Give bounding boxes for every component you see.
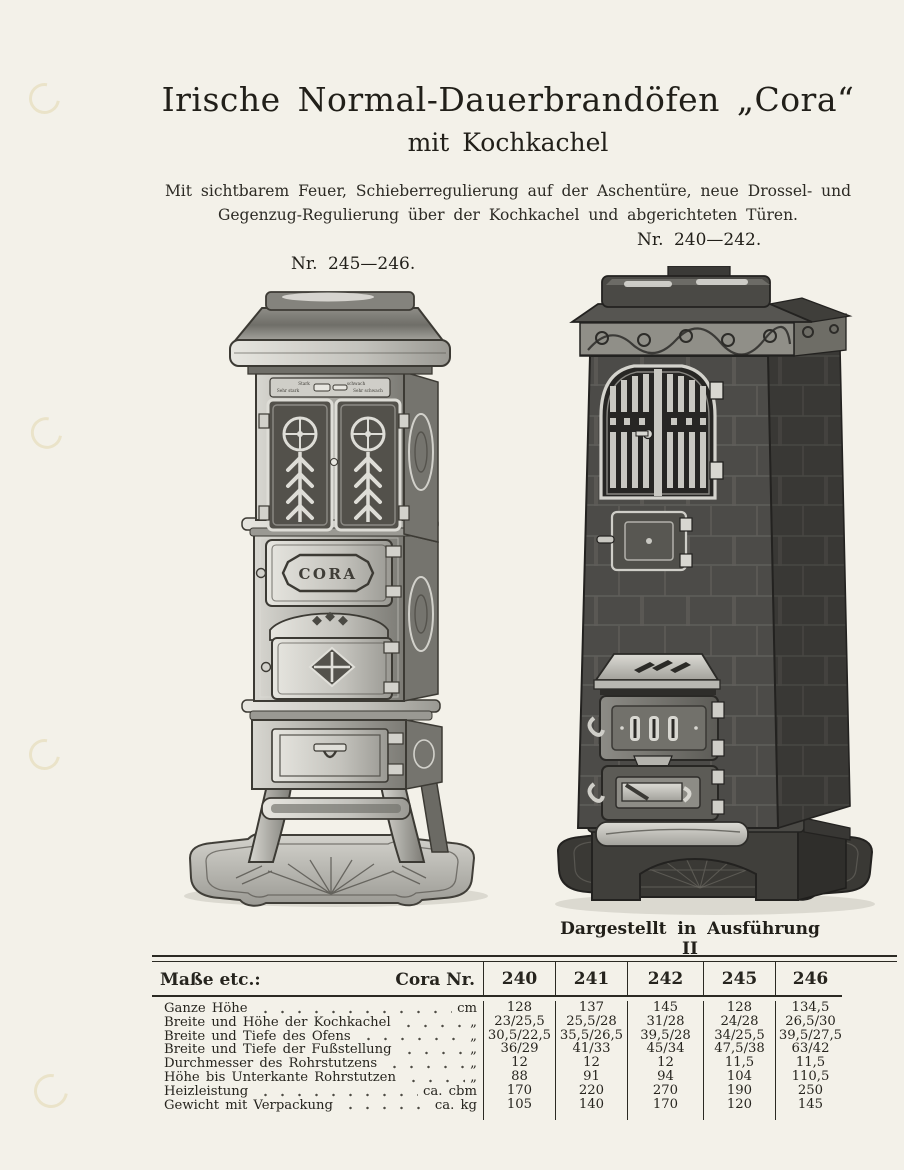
right-stove-cap <box>572 266 850 322</box>
right-stove-caption: Dargestellt in Ausführung II <box>560 919 820 959</box>
small-door <box>597 512 692 570</box>
table-header-row <box>152 962 898 997</box>
table-cell: 128 <box>483 1001 555 1015</box>
lower-ash-door <box>590 756 725 820</box>
table-cell: 11,5 <box>703 1056 775 1070</box>
table-rule-extension <box>152 1111 898 1120</box>
cora-door <box>257 540 402 606</box>
ash-drawer-section <box>242 690 442 789</box>
row-label: Höhe bis Unterkante Rohrstutzen <box>164 1069 396 1085</box>
regulator-label: Stark <box>298 381 310 386</box>
foot-rail <box>262 798 410 819</box>
table-cell: 36/29 <box>483 1042 555 1056</box>
cap-vent-slot <box>696 279 748 285</box>
dot-leader <box>253 1004 453 1015</box>
table-cell: 220 <box>555 1084 627 1098</box>
table-row <box>152 1015 898 1029</box>
door-knob <box>331 459 338 466</box>
cora-badge-text: CORA <box>298 565 358 583</box>
table-cell: 170 <box>483 1084 555 1098</box>
left-stove-cap <box>230 292 450 374</box>
heating-door <box>262 612 400 699</box>
table-cell: 12 <box>483 1056 555 1070</box>
dot-leader <box>397 1045 466 1056</box>
table-body <box>152 997 898 1120</box>
cap-highlight <box>282 293 374 302</box>
regulator-label: schwach <box>346 381 366 386</box>
drip-tray <box>596 822 748 846</box>
table-row <box>152 1070 898 1084</box>
table-row <box>152 1042 898 1056</box>
table-cell: 104 <box>703 1070 775 1084</box>
right-stove-illustration <box>550 266 885 921</box>
row-unit: „ <box>470 1042 477 1058</box>
row-label: Durchmesser des Rohrstutzens <box>164 1056 378 1072</box>
dot-leader <box>401 1073 465 1084</box>
door-knob <box>257 569 266 578</box>
table-cell: 134,5 <box>775 1001 845 1015</box>
dimensions-table <box>152 955 898 1120</box>
page-subtitle-kochkachel: mit Kochkachel <box>407 128 609 157</box>
table-cell: 31/28 <box>627 1015 703 1029</box>
column-header-246: 246 <box>775 962 845 997</box>
punch-hole <box>25 411 69 455</box>
fire-door-left <box>268 400 332 530</box>
dot-leader <box>338 1100 430 1111</box>
table-cell: 39,5/28 <box>627 1029 703 1043</box>
table-cell: 120 <box>703 1098 775 1112</box>
row-unit: „ <box>470 1014 477 1030</box>
table-cell: 12 <box>555 1056 627 1070</box>
page-description <box>108 179 904 227</box>
column-header-240: 240 <box>483 962 555 997</box>
table-cell: 128 <box>703 1001 775 1015</box>
table-row <box>152 1001 898 1015</box>
table-cell: 47,5/38 <box>703 1042 775 1056</box>
row-unit: ca. cbm <box>423 1083 477 1099</box>
description-line-1: Mit sichtbarem Feuer, Schieberregulierung auf der Aschentüre, neue Drossel- und <box>164 182 852 200</box>
punch-hole <box>27 1067 74 1114</box>
table-cell: 24/28 <box>703 1015 775 1029</box>
row-label: Ganze Höhe <box>164 1001 248 1016</box>
row-label: Breite und Tiefe der Fußstellung <box>164 1042 392 1058</box>
table-header-cora-nr: Cora Nr. <box>395 969 475 990</box>
vent-hood <box>594 654 720 695</box>
row-label: Heizleistung <box>164 1083 249 1099</box>
table-cell: 35,5/26,5 <box>555 1029 627 1043</box>
page-header <box>108 80 904 227</box>
table-header-rule <box>152 995 842 997</box>
table-row <box>152 1029 898 1043</box>
table-cell: 137 <box>555 1001 627 1015</box>
table-cell: 26,5/30 <box>775 1015 845 1029</box>
row-label: Breite und Tiefe des Ofens <box>164 1028 351 1044</box>
column-header-241: 241 <box>555 962 627 997</box>
table-cell: 63/42 <box>775 1042 845 1056</box>
column-header-242: 242 <box>627 962 703 997</box>
left-stove-label: Nr. 245—246. <box>291 254 416 274</box>
table-cell: 110,5 <box>775 1070 845 1084</box>
regulator-scale <box>270 378 390 397</box>
table-cell: 94 <box>627 1070 703 1084</box>
row-label: Breite und Höhe der Kochkachel <box>164 1014 391 1030</box>
fire-door-right <box>336 400 400 530</box>
table-cell: 25,5/28 <box>555 1015 627 1029</box>
left-stove-illustration <box>176 286 496 911</box>
cap-vent-slot <box>624 281 672 287</box>
dot-leader <box>382 1059 465 1070</box>
table-cell: 190 <box>703 1084 775 1098</box>
table-cell: 270 <box>627 1084 703 1098</box>
table-cell: 250 <box>775 1084 845 1098</box>
upper-section <box>256 372 438 542</box>
table-cell: 34/25,5 <box>703 1029 775 1043</box>
page-title: Irische Normal-Dauerbrandöfen „Cora“ <box>161 80 855 119</box>
row-label: Gewicht mit Verpackung <box>164 1097 333 1113</box>
table-cell: 91 <box>555 1070 627 1084</box>
punch-hole <box>23 77 66 120</box>
table-cell: 45/34 <box>627 1042 703 1056</box>
table-cell: 12 <box>627 1056 703 1070</box>
dot-leader <box>356 1031 466 1042</box>
regulator-label: Sehr schwach <box>353 388 383 393</box>
table-cell: 145 <box>627 1001 703 1015</box>
table-cell: 41/33 <box>555 1042 627 1056</box>
table-top-rule <box>152 955 897 962</box>
table-cell: 39,5/27,5 <box>775 1029 845 1043</box>
row-unit: „ <box>470 1056 477 1072</box>
table-cell: 88 <box>483 1070 555 1084</box>
table-header-masse: Maße etc.: <box>160 969 261 990</box>
table-cell: 30,5/22,5 <box>483 1029 555 1043</box>
door-handle <box>597 536 614 543</box>
middle-section <box>254 534 438 701</box>
vent-slots <box>630 716 678 741</box>
table-row <box>152 1056 898 1070</box>
right-stove-label: Nr. 240—242. <box>637 230 762 250</box>
table-row <box>152 1084 898 1098</box>
table-cell: 170 <box>627 1098 703 1112</box>
vented-door <box>590 696 725 760</box>
table-cell: 105 <box>483 1098 555 1112</box>
dot-leader <box>253 1087 418 1098</box>
row-unit: cm <box>457 1001 477 1016</box>
row-unit: „ <box>470 1028 477 1044</box>
description-line-2: Gegenzug-Regulierung über der Kochkachel und abgerichteten Türen. <box>218 206 798 224</box>
arched-fire-door <box>601 366 723 498</box>
table-row <box>152 1098 898 1112</box>
regulator-label: Sehr stark <box>276 388 300 393</box>
row-unit: „ <box>470 1069 477 1085</box>
column-header-245: 245 <box>703 962 775 997</box>
table-cell: 145 <box>775 1098 845 1112</box>
row-unit: ca. kg <box>434 1097 477 1113</box>
dot-leader <box>396 1018 465 1029</box>
table-cell: 11,5 <box>775 1056 845 1070</box>
table-cell: 140 <box>555 1098 627 1112</box>
table-cell: 23/25,5 <box>483 1015 555 1029</box>
door-knob <box>262 663 271 672</box>
punch-hole <box>23 733 66 776</box>
